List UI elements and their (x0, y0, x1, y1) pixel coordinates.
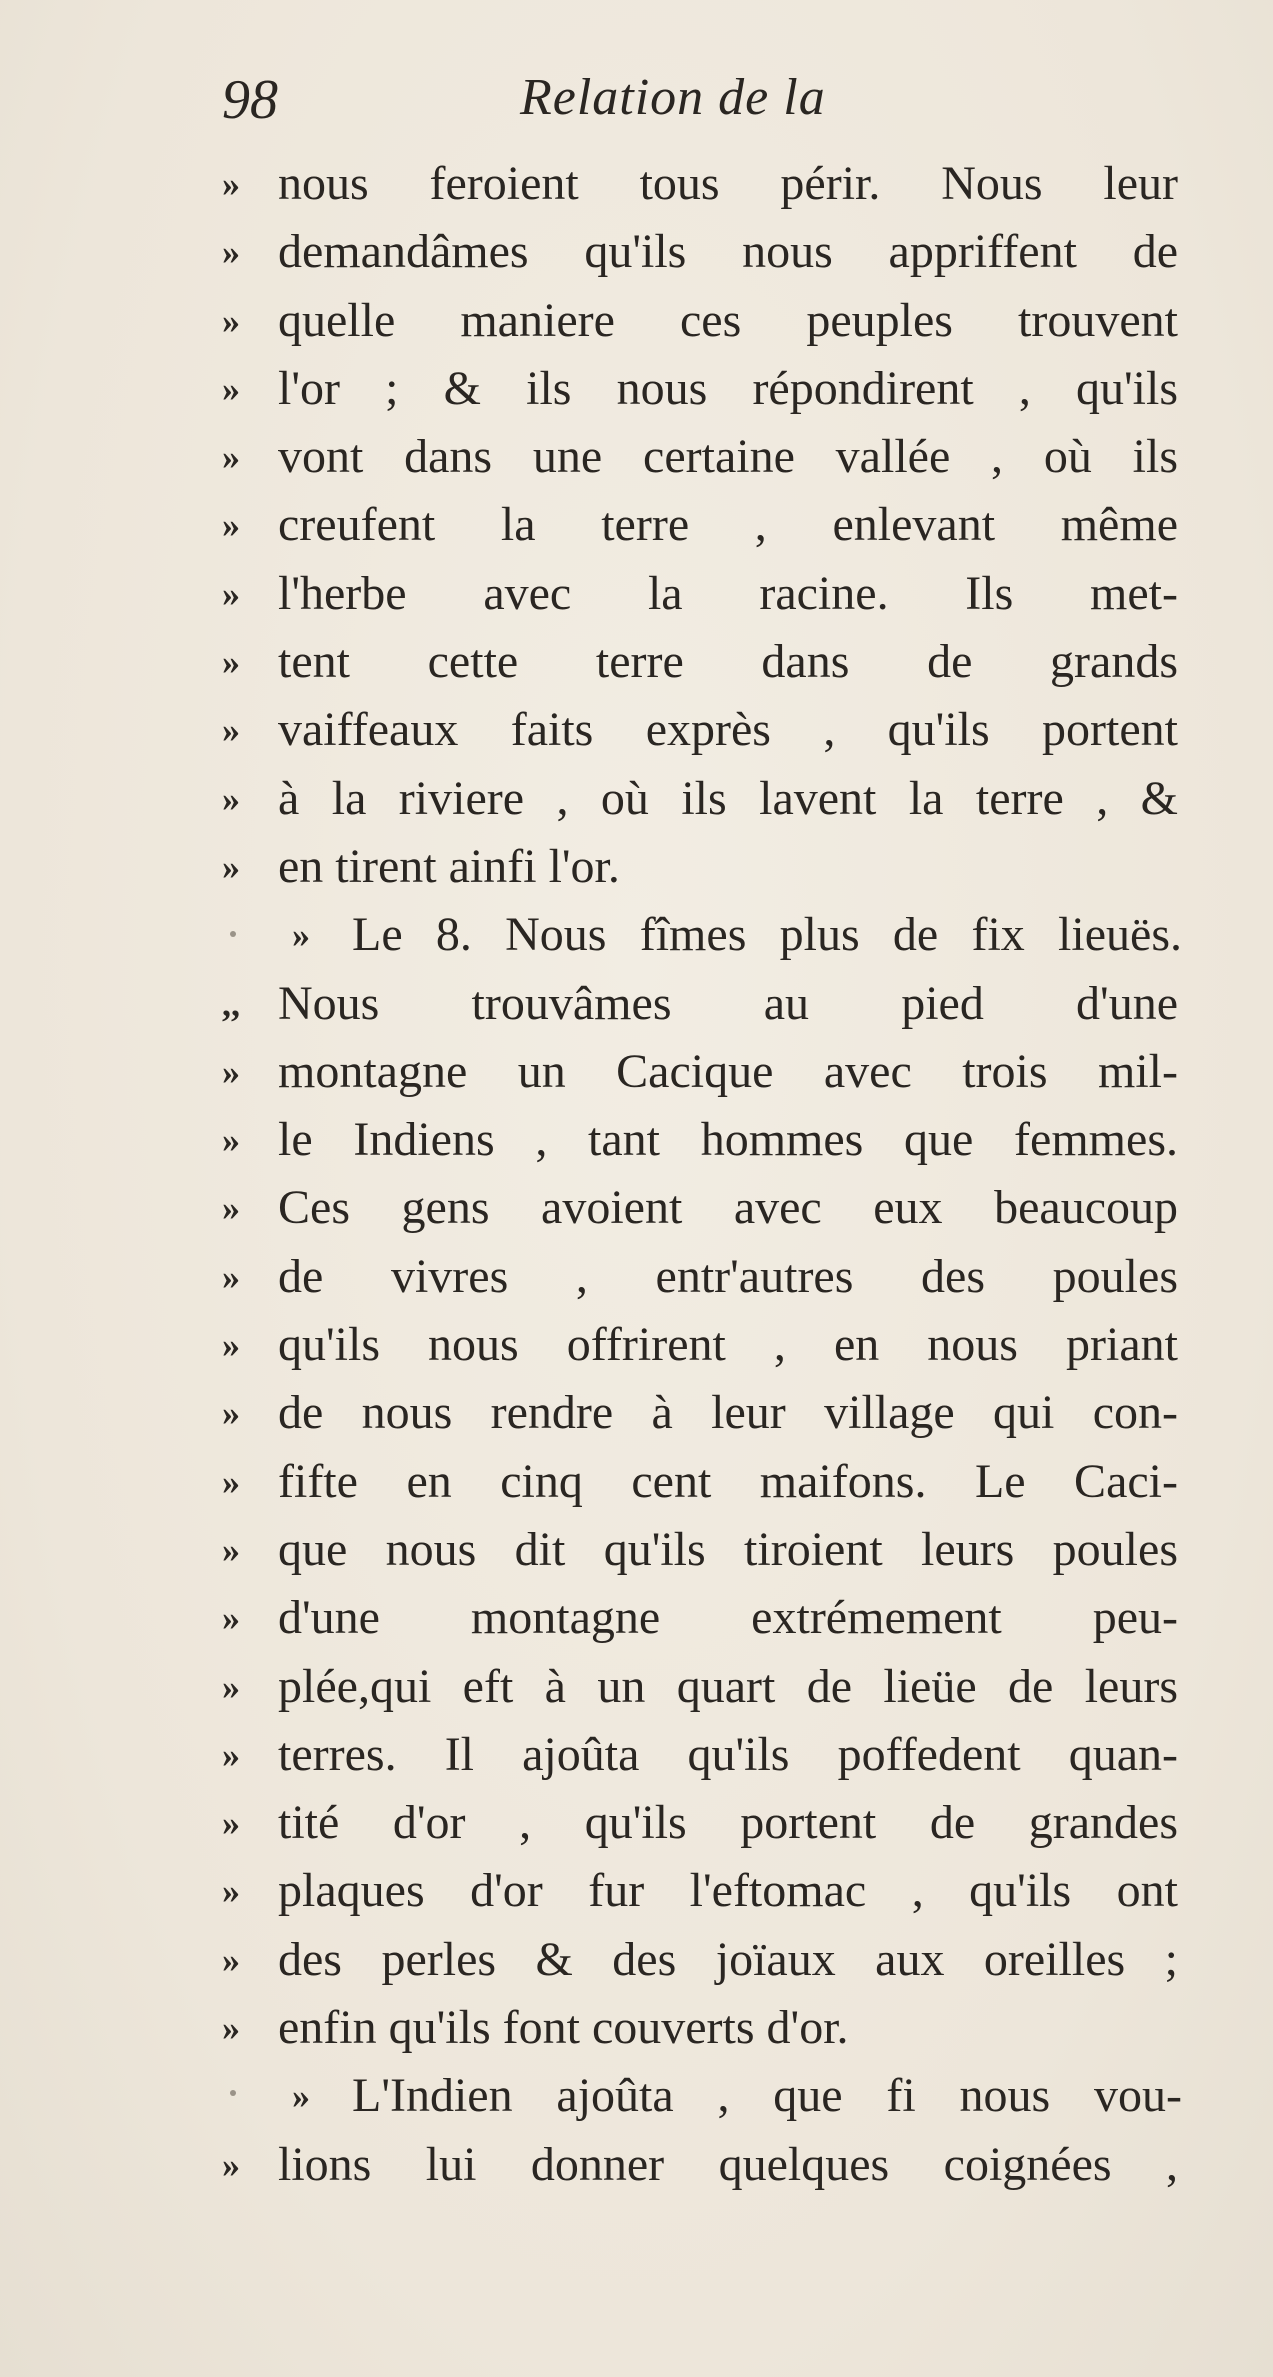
quote-mark: » (222, 368, 240, 409)
quote-mark: » (222, 1734, 240, 1775)
quote-mark: » (222, 2008, 240, 2049)
line-text: à la riviere , où ils lavent la terre , & (278, 771, 1178, 825)
quote-mark: » (292, 2076, 310, 2117)
quote-mark: » (222, 1666, 240, 1707)
line-text: plaques d'or fur l'eftomac , qu'ils ont (278, 1864, 1178, 1918)
running-title: Relation de la (520, 69, 826, 126)
ink-dot (230, 931, 236, 937)
quote-mark: » (222, 164, 240, 204)
text-line (222, 150, 1202, 218)
text-line (222, 1516, 1202, 1584)
text-line (222, 1038, 1202, 1106)
line-text: l'or ; & ils nous répondirent , qu'ils (278, 361, 1178, 415)
quote-mark: » (222, 1393, 240, 1434)
quote-mark: » (222, 1529, 240, 1570)
line-text: enfin qu'ils font couverts d'or. (278, 2001, 849, 2055)
text-line (222, 2062, 1202, 2130)
line-text: Nous trouvâmes au pied d'une (278, 976, 1178, 1030)
quote-mark: » (222, 2144, 240, 2185)
quote-mark: » (222, 846, 240, 887)
line-text: de nous rendre à leur village qui con- (278, 1386, 1178, 1440)
line-text: tent cette terre dans de grands (278, 635, 1178, 689)
text-line (222, 491, 1202, 559)
quote-mark: » (222, 1256, 240, 1297)
line-text: vaiffeaux faits exprès , qu'ils portent (278, 703, 1178, 757)
quote-mark: » (222, 778, 240, 819)
line-text: qu'ils nous offrirent , en nous priant (278, 1318, 1178, 1372)
text-line (222, 696, 1202, 764)
quote-mark: » (222, 1803, 240, 1844)
quote-mark: » (222, 1461, 240, 1502)
line-text: que nous dit qu'ils tiroient leurs poules (278, 1522, 1178, 1576)
line-text: vont dans une certaine vallée , où ils (278, 430, 1178, 484)
quote-mark: » (222, 1120, 240, 1161)
quote-mark: » (222, 1939, 240, 1980)
line-text: tité d'or , qu'ils portent de grandes (278, 1796, 1178, 1850)
line-text: des perles & des joïaux aux oreilles ; (278, 1932, 1178, 1986)
line-text: quelle maniere ces peuples trouvent (278, 293, 1178, 347)
text-line (222, 2131, 1202, 2199)
quote-mark: » (222, 573, 240, 614)
quote-mark: » (222, 232, 240, 273)
quote-mark: » (222, 642, 240, 683)
line-text: Le 8. Nous fîmes plus de fix lieuës. (352, 908, 1182, 962)
quote-mark: » (292, 915, 310, 956)
text-line (222, 355, 1202, 423)
line-text: plée,qui eft à un quart de lieüe de leurs (278, 1659, 1178, 1713)
text-line (222, 1243, 1202, 1311)
text-line (222, 1311, 1202, 1379)
quote-mark: » (222, 437, 240, 478)
quote-mark: » (222, 1325, 240, 1366)
text-line (222, 765, 1202, 833)
line-text: en tirent ainfi l'or. (278, 839, 620, 893)
text-line (222, 1174, 1202, 1242)
quote-mark: » (222, 505, 240, 546)
text-line (222, 218, 1202, 286)
text-line (222, 970, 1202, 1038)
text-line (222, 628, 1202, 696)
body-text (222, 150, 1202, 2199)
text-line (222, 1653, 1202, 1721)
text-line (222, 1857, 1202, 1925)
line-text: nous feroient tous périr. Nous leur (278, 157, 1178, 210)
line-text: terres. Il ajoûta qu'ils poffedent quan- (278, 1727, 1178, 1781)
line-text: fifte en cinq cent maifons. Le Caci- (278, 1454, 1178, 1508)
line-text: montagne un Cacique avec trois mil- (278, 1044, 1178, 1098)
line-text: le Indiens , tant hommes que femmes. (278, 1113, 1178, 1167)
quote-mark: » (222, 1051, 240, 1092)
page-header (222, 62, 902, 142)
quote-mark: ,, (222, 983, 240, 1024)
line-text: l'herbe avec la racine. Ils met- (278, 566, 1178, 620)
line-text: L'Indien ajoûta , que fi nous vou- (352, 2069, 1182, 2123)
line-text: d'une montagne extrémement peu- (278, 1591, 1178, 1645)
text-line (222, 1789, 1202, 1857)
text-line (222, 1379, 1202, 1447)
text-line (222, 560, 1202, 628)
quote-mark: » (222, 300, 240, 341)
text-line (222, 287, 1202, 355)
text-line (222, 1106, 1202, 1174)
text-line (222, 1584, 1202, 1652)
quote-mark: » (222, 1188, 240, 1229)
text-line (222, 901, 1202, 969)
text-line (222, 423, 1202, 491)
text-line (222, 1926, 1202, 1994)
text-line (222, 833, 1202, 901)
line-text: demandâmes qu'ils nous appriffent de (278, 225, 1178, 279)
quote-mark: » (222, 1598, 240, 1639)
text-line (222, 1994, 1202, 2062)
ink-dot (230, 2090, 236, 2096)
line-text: Ces gens avoient avec eux beaucoup (278, 1181, 1178, 1235)
page-number: 98 (222, 69, 278, 131)
quote-mark: » (222, 710, 240, 751)
text-line (222, 1721, 1202, 1789)
line-text: de vivres , entr'autres des poules (278, 1249, 1178, 1303)
line-text: lions lui donner quelques coignées , (278, 2137, 1178, 2191)
quote-mark: » (222, 1871, 240, 1912)
line-text: creufent la terre , enlevant même (278, 498, 1178, 552)
text-line (222, 1448, 1202, 1516)
